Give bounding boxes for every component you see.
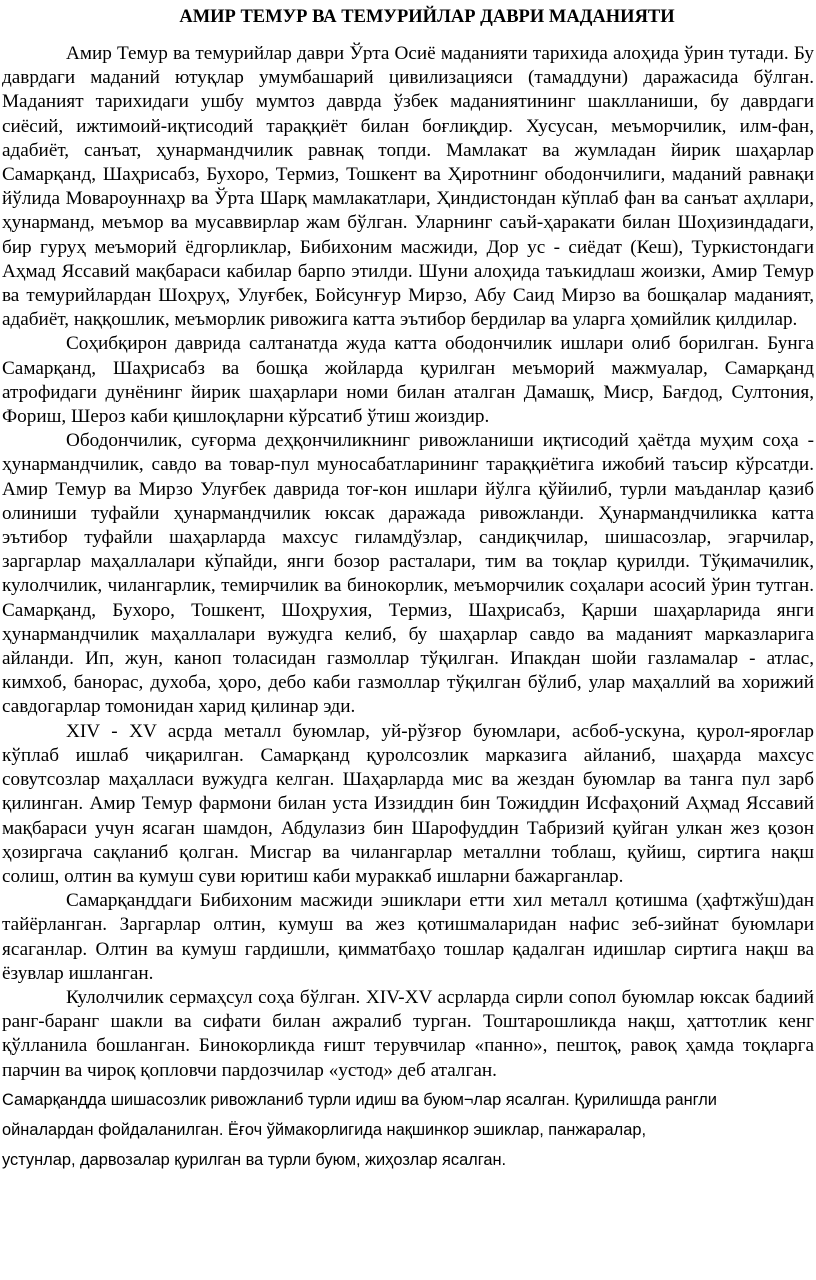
closing-paragraph (0, 1085, 814, 1175)
paragraph: Амир Темур ва темурийлар даври Ўрта Осиё маданияти тарихида алоҳида ўрин тутади. Бу даврдаги маданий ютуқлар умумбашарий цивилизацияси (тамаддуни) даражасида бўлган. Маданият тарихидаги ушбу мумтоз даврда ўзбек маданиятининг шаклланиши, бу даврдаги сиёсий, ижтимоий-иқтисодий тараққиёт билан боғлиқдир. Хусусан, меъморчилик, илм-фан, адабиёт, санъат, ҳунармандчилик равнақ топди. Мамлакат ва жумладан йирик шаҳарлар Самарқанд, Шаҳрисабз, Бухоро, Термиз, Тошкент ва Ҳиротнинг ободончилиги, маданий равнақи йўлида Мовароуннаҳр ва Ўрта Шарқ мамлакатлари, Ҳиндистондан кўплаб фан ва санъат аҳллари, ҳунарманд, меъмор ва мусаввирлар жам бўлган. Уларнинг саъй-ҳаракати билан Шоҳизиндадаги, бир гуруҳ меъморий ёдгорликлар, Бибихоним масжиди, Дор ус - сиёдат (Кеш), Туркистондаги Аҳмад Яссавий мақбараси кабилар барпо этилди. Шуни алоҳида таъкидлаш жоизки, Амир Темур ва темурийлардан Шоҳруҳ, Улуғбек, Бойсунғур Мирзо, Абу Саид Мирзо ва бошқалар маданият, адабиёт, наққошлик, меъморлик ривожига катта эътибор бердилар ва уларга ҳомийлик қилдилар. (2, 43, 814, 331)
paragraph: Соҳибқирон даврида салтанатда жуда катта ободончилик ишлари олиб борилган. Бунга Самарқанд, Шаҳрисабз ва бошқа жойларда қурилган меъморий мажмуалар, Самарқанд атрофидаги дунёнинг йирик шаҳарлари номи билан аталган Дамашқ, Миср, Бағдод, Султония, Фориш, Шероз каби қишлоқларни кўрсатиб ўтиш жоиздир. (2, 333, 814, 428)
document-title: АМИР ТЕМУР ВА ТЕМУРИЙЛАР ДАВРИ МАДАНИЯТИ (179, 7, 675, 27)
closing-line: ойналардан фойдаланилган. Ёғоч ўймакорлигида нақшинкор эшиклар, панжаралар, (2, 1120, 647, 1139)
paragraph: Самарқанддаги Бибихоним масжиди эшиклари етти хил металл қотишма (ҳафтжўш)дан тайёрланган. Заргарлар олтин, кумуш ва жез қотишмаларидан нафис зеб-зийнат буюмлари ясаганлар. Олтин ва кумуш гардишли, қимматбаҳо тошлар қадалган идишлар сиртига нақш ва ёзувлар ишланган. (2, 890, 814, 984)
closing-line: Самарқандда шишасозлик ривожланиб турли идиш ва буюм¬лар ясалган. Қурилишда рангли (2, 1090, 717, 1109)
paragraph: Кулолчилик сермаҳсул соҳа бўлган. XIV-XV асрларда сирли сопол буюмлар юксак бадиий ранг-баранг шакли ва сифати билан ажралиб турган. Тоштарошликда нақш, ҳаттотлик кенг қўлланила бошланган. Бинокорликда ғишт терувчилар «панно», пештоқ, равоқ ҳамда тоқларга парчин ва чироқ қопловчи пардозчилар «устод» деб аталган. (2, 986, 814, 1081)
closing-line: устунлар, дарвозалар қурилган ва турли буюм, жиҳозлар ясалган. (2, 1150, 507, 1169)
paragraph: XIV - XV асрда металл буюмлар, уй-рўзғор буюмлари, асбоб-ускуна, қурол-яроғлар кўплаб ишлаб чиқарилган. Самарқанд қуролсозлик марказига айланиб, шаҳарда махсус совутсозлар маҳалласи вужудга келган. Шаҳарларда мис ва жездан буюмлар ва танга пул зарб қилинган. Амир Темур фармони билан уста Иззиддин бин Тожиддин Исфаҳоний Аҳмад Яссавий мақбараси учун ясаган шамдон, Абдулазиз бин Шарофуддин Табризий қуйган улкан жез қозон ҳозиргача сақланиб қолган. Мисгар ва чилангарлар металлни тоблаш, қуйиш, сиртига нақш солиш, олтин ва кумуш суви юритиш каби мураккаб ишларни бажарганлар. (2, 720, 814, 887)
paragraph: Ободончилик, суғорма деҳқончиликнинг ривожланиши иқтисодий ҳаётда муҳим соҳа - ҳунармандчилик, савдо ва товар-пул муносабатларининг тараққиётига ижобий таъсир кўрсатди. Амир Темур ва Мирзо Улуғбек даврида тоғ-кон ишлари йўлга қўйилиб, турли маъданлар қазиб олиниши туфайли ҳунармандчилик юксак даражада ривожланди. Ҳунармандчиликка катта эътибор туфайли шаҳарларда махсус гиламдўзлар, сандиқчилар, шишасозлар, эгарчилар, заргарлар маҳаллалари кўпайди, янги бозор расталари, тим ва тоқлар қурилди. Тўқимачилик, кулолчилик, чилангарлик, темирчилик ва бинокорлик, меъморчилик соҳалари асосий ўрин тутган. Самарқанд, Бухоро, Тошкент, Шоҳрухия, Термиз, Шаҳрисабз, Қарши шаҳарларида янги ҳунармандчилик маҳаллалари вужудга келиб, бу шаҳарлар савдо ва маданият марказларига айланди. Ип, жун, каноп толасидан газмоллар тўқилган. Ипакдан шойи газламалар - атлас, кимхоб, банорас, духоба, ҳоро, дебо каби газмоллар тўқилган бўлиб, улар маҳаллий ва хорижий савдогарлар томонидан харид қилинар эди. (2, 430, 814, 718)
